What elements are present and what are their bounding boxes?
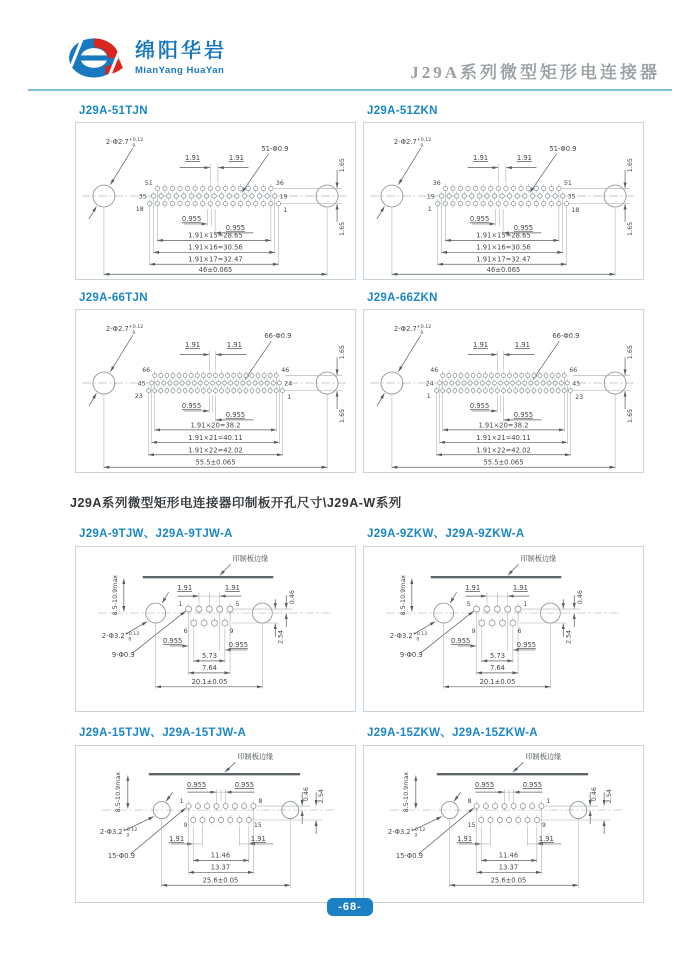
pin-number-bottom-left: 18 [135,205,144,213]
drawing-box [75,309,356,473]
half-pitch-left-label: 0.955 [474,781,495,790]
pin-row-bottom [479,618,516,628]
pitch-right-label: 1.91 [224,584,240,593]
panel-j29a-15tjw [75,724,356,903]
pin-number-mid-left: 45 [137,380,146,388]
technical-drawing-51zkn [364,123,643,279]
pitch-right-label: 1.91 [516,154,532,163]
pin-number-mid-right: 35 [567,193,576,201]
mount-hole-dia-label: $2-\Phi 3.2^{+0.12}$ 0 [387,827,426,839]
span-dim3-label: 1.91×17=32.47 [188,255,243,264]
pin-number-bottom-left: 6 [183,627,188,635]
pin-row-top [474,604,521,614]
panel-j29a-51zkn [363,105,644,280]
overall-dim-label: 46±0.065 [198,266,233,275]
span-dim1-label: 5.73 [489,651,506,660]
panel-title: J29A-51ZKN [367,105,438,117]
pin-number-top-right: 1 [523,601,528,609]
pitch-right-label: 1.91 [228,154,244,163]
pin-number-bottom-left: 1 [427,205,432,213]
panel-j29a-66tjn [75,292,356,473]
board-height-label: 8.5-10.9max [401,771,410,813]
page-header [0,0,700,83]
pitch-left-label: 1.91 [473,341,489,350]
pin-number-bottom-right: 1 [283,206,288,214]
pin-row-middle [439,192,565,201]
pin-number-top-left: 5 [466,601,471,609]
row-offset-bottom-label: 1.65 [626,408,635,423]
panel-title: J29A-9TJW、J29A-9TJW-A [79,528,233,540]
pin-number-bottom-left: 23 [134,392,143,400]
pin-row-top [474,801,544,811]
half-pitch-right-label: 0.955 [225,223,246,232]
pitch-left-label: 1.91 [185,341,201,350]
row-offset-top-label: 1.65 [626,345,635,360]
panel-title: J29A-15ZKW、J29A-15ZKW-A [367,727,538,739]
span-dim3-label: 1.91×22=42.02 [188,446,243,455]
drawing-box [75,546,356,712]
page-number-badge: -68- [327,898,373,916]
pin-row-bottom [147,386,285,394]
half-pitch-right-label: 0.955 [234,781,255,790]
board-height-label: 8.5-10.9max [398,574,407,616]
pin-row-bottom [435,386,573,394]
span-dim1-label: 5.73 [201,651,218,660]
pitch-left-label: 1.91 [177,584,193,593]
half-pitch-left-label: 0.955 [162,636,183,645]
pin-number-bottom-right: 9 [541,821,546,829]
half-pitch-left-label: 0.955 [469,214,490,223]
drawing-box [75,745,356,903]
row-offset-label: 0.46 [590,787,599,802]
pin-number-top-right: 1 [546,798,551,806]
pitch-left-label: 1.91 [169,834,185,843]
pin-number-bottom-right: 18 [571,206,580,214]
pin-number-bottom-right: 1 [287,393,292,401]
dimension-labels [106,324,346,467]
dimension-labels [394,324,634,467]
pin-row-top [186,801,256,811]
drawing-box [363,122,644,280]
pin-number-top-right: 36 [275,180,284,188]
technical-drawing-66tjn [76,310,355,472]
technical-drawing-9zkw [364,547,643,711]
contact-holes-label: 15-Φ0.9 [395,851,424,860]
panel-j29a-15zkw [363,724,644,903]
pin-number-top-left: 8 [467,798,472,806]
drawing-box [363,309,644,473]
span-dim2-label: 7.64 [201,663,218,672]
pitch-right-label: 1.91 [226,341,242,350]
section-title: J29A系列微型矩形电连接器印制板开孔尺寸\J29A-W系列 [70,496,402,510]
pitch-right-label: 1.91 [514,341,530,350]
pin-number-mid-right: 24 [284,380,293,388]
brand-name-en: MianYang HuaYan [135,65,225,76]
pin-number-bottom-right: 23 [575,393,584,401]
span-dim2-label: 13.37 [498,863,519,872]
drawings-grid-top [75,105,645,485]
span-dim2-label: 7.64 [489,663,506,672]
drawing-box [363,745,644,903]
document-title: J29A系列微型矩形电连接器 [410,63,660,82]
span-dim3-label: 1.91×22=42.02 [476,446,531,455]
board-height-label: 8.5-10.9max [113,771,122,813]
contact-holes-label: 66-Φ0.9 [552,332,580,341]
pin-number-top-left: 46 [430,367,439,375]
drawing-box [363,546,644,712]
drawings-grid-bottom [75,525,645,915]
mount-hole-dia-label: $2-\Phi 3.2^{+0.12}$ 0 [99,827,138,839]
row-offset-bottom-label: 1.65 [626,221,635,236]
pin-number-bottom-right: 6 [517,627,522,635]
half-pitch-right-label: 0.955 [522,781,543,790]
row-offset-label: 0.46 [288,590,297,605]
span-dim2-label: 1.91×21=40.11 [476,433,531,442]
contact-holes-label: 51-Φ0.9 [549,145,577,154]
panel-title: J29A-66ZKN [367,292,438,304]
panel-title: J29A-9ZKW、J29A-9ZKW-A [367,528,525,540]
half-pitch-right-label: 0.955 [513,410,534,419]
pitch-left-label: 1.91 [473,154,489,163]
pin-number-top-right: 8 [258,798,263,806]
panel-j29a-51tjn [75,105,356,280]
pin-row-top [441,371,567,379]
pin-number-top-left: 1 [179,798,184,806]
pin-row-bottom [479,815,540,825]
contact-holes-label: 15-Φ0.9 [107,851,136,860]
pin-number-top-right: 46 [281,367,290,375]
pitch-right-label: 1.91 [538,834,554,843]
pin-number-bottom-left: 15 [467,821,476,829]
span-dim2-label: 13.37 [210,863,231,872]
half-pitch-right-label: 0.955 [228,640,249,649]
pin-row-top [443,184,561,193]
half-pitch-left-label: 0.955 [186,781,207,790]
mount-hole-dia-label: $2-\Phi 2.7^{+0.12}$ 0 [105,325,144,337]
header-divider [28,89,672,91]
contact-holes-label: 51-Φ0.9 [261,145,289,154]
brand-name-cn: 绵阳华岩 [135,40,227,62]
row-spacing-label: 2.54 [564,629,573,645]
pin-number-bottom-right: 9 [229,627,234,635]
panel-j29a-66zkn [363,292,644,473]
panel-title: J29A-51TJN [79,105,148,117]
overall-dim-label: 25.6±0.05 [490,876,527,885]
span-dim2-label: 1.91×16=30.56 [188,243,243,252]
drawing-box [75,122,356,280]
span-dim1-label: 11.46 [210,851,231,860]
span-dim1-label: 11.46 [498,851,519,860]
half-pitch-left-label: 0.955 [181,401,202,410]
overall-dim-label: 55.5±0.065 [195,458,236,467]
brand [66,34,227,82]
pin-number-mid-left: 19 [426,193,435,201]
panel-title: J29A-15TJW、J29A-15TJW-A [79,727,247,739]
brand-text [135,40,227,76]
half-pitch-right-label: 0.955 [225,410,246,419]
pin-number-top-left: 66 [142,367,151,375]
pcb-edge-label: 印制板边缘 [525,752,562,762]
pin-number-bottom-left: 9 [471,627,476,635]
pin-row-bottom [191,618,228,628]
overall-dim-label: 55.5±0.065 [483,458,524,467]
contact-holes-label: 66-Φ0.9 [264,332,292,341]
pin-number-top-right: 51 [563,180,572,188]
mount-hole-dia-label: $2-\Phi 3.2^{+0.12}$ 0 [101,631,140,643]
half-pitch-left-label: 0.955 [181,214,202,223]
technical-drawing-15zkw [364,746,643,902]
pitch-left-label: 1.91 [185,154,201,163]
panel-j29a-9tjw [75,525,356,712]
pitch-right-label: 1.91 [250,834,266,843]
pcb-edge-label: 印制板边缘 [237,752,274,762]
row-offset-label: 0.46 [576,590,585,605]
row-offset-bottom-label: 1.65 [338,408,347,423]
pitch-left-label: 1.91 [457,834,473,843]
half-pitch-left-label: 0.955 [450,636,471,645]
pin-number-top-right: 66 [569,367,578,375]
overall-dim-label: 25.6±0.05 [202,876,239,885]
pin-row-bottom [148,199,281,208]
row-offset-top-label: 1.65 [626,158,635,173]
row-spacing-label: 2.54 [317,789,326,804]
pin-number-mid-left: 35 [138,193,147,201]
half-pitch-left-label: 0.955 [469,401,490,410]
span-dim2-label: 1.91×16=30.56 [476,243,531,252]
technical-drawing-66zkn [364,310,643,472]
span-dim1-label: 1.91×15=28.65 [188,231,243,240]
row-offset-bottom-label: 1.65 [338,221,347,236]
pcb-edge-label: 印制板边缘 [520,554,557,564]
technical-drawing-51tjn [76,123,355,279]
pcb-edge-label: 印制板边缘 [232,554,269,564]
row-offset-top-label: 1.65 [338,158,347,173]
span-dim1-label: 1.91×15=28.65 [476,231,531,240]
overall-dim-label: 20.1±0.05 [191,677,228,686]
span-dim3-label: 1.91×17=32.47 [476,255,531,264]
pin-number-top-left: 1 [178,601,183,609]
pin-row-top [153,371,279,379]
panel-j29a-9zkw [363,525,644,712]
mount-hole-dia-label: $2-\Phi 3.2^{+0.12}$ 0 [389,631,428,643]
pin-number-bottom-right: 15 [253,821,262,829]
contact-holes-label: 9-Φ0.9 [399,650,423,659]
half-pitch-right-label: 0.955 [516,640,537,649]
pin-number-bottom-left: 9 [183,821,188,829]
dimension-labels [102,554,296,686]
row-spacing-label: 2.54 [276,629,285,645]
pin-row-middle [151,192,277,201]
technical-drawing-9tjw [76,547,355,711]
pin-number-bottom-left: 1 [426,392,431,400]
span-dim1-label: 1.91×20=38.2 [478,421,529,430]
pin-row-bottom [436,199,569,208]
pin-number-mid-right: 19 [279,193,288,201]
mount-hole-dia-label: $2-\Phi 2.7^{+0.12}$ 0 [393,325,432,337]
technical-drawing-15tjw [76,746,355,902]
pin-number-top-right: 5 [235,601,240,609]
overall-dim-label: 46±0.065 [486,266,521,275]
row-offset-top-label: 1.65 [338,345,347,360]
contact-holes-label: 9-Φ0.9 [111,650,135,659]
pin-row-bottom [191,815,252,825]
pin-number-top-left: 51 [144,180,153,188]
overall-dim-label: 20.1±0.05 [479,677,516,686]
span-dim1-label: 1.91×20=38.2 [190,421,241,430]
board-height-label: 8.5-10.9max [110,574,119,616]
pin-number-mid-left: 24 [425,380,434,388]
pin-number-top-left: 36 [432,180,441,188]
row-spacing-label: 2.54 [605,789,614,804]
row-offset-label: 0.46 [302,787,311,802]
page-footer [0,897,700,916]
panel-title: J29A-66TJN [79,292,148,304]
pitch-right-label: 1.91 [512,584,528,593]
mount-hole-dia-label: $2-\Phi 2.7^{+0.12}$ 0 [393,138,432,149]
pin-row-top [155,184,273,193]
pin-number-mid-right: 45 [572,380,581,388]
pitch-left-label: 1.91 [465,584,481,593]
dimension-labels [390,554,584,686]
pin-row-top [186,604,233,614]
half-pitch-right-label: 0.955 [513,223,534,232]
mount-hole-dia-label: $2-\Phi 2.7^{+0.12}$ 0 [105,138,144,149]
company-logo-icon [66,34,126,82]
span-dim2-label: 1.91×21=40.11 [188,433,243,442]
